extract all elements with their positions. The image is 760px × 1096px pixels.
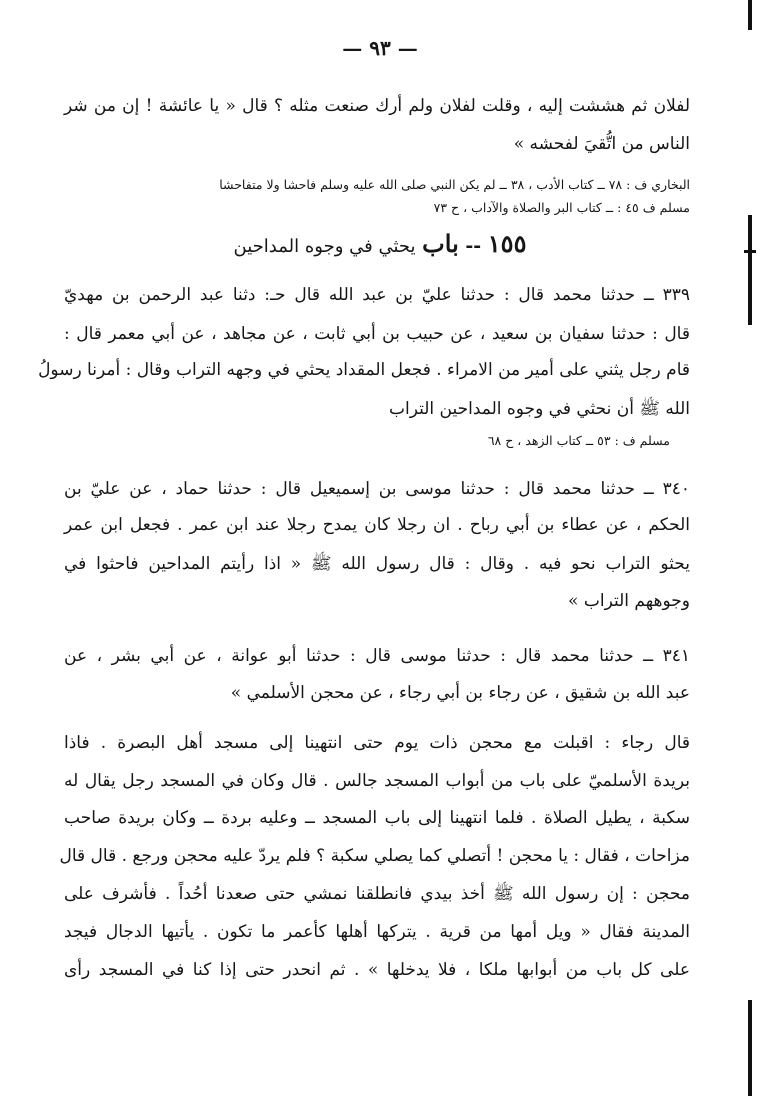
chapter-dash: -- — [465, 235, 482, 257]
text-line: الناس من اتُّقيَ لفحشه » — [513, 134, 690, 154]
body-line: على كل باب من أبوابها ملكا ، فلا يدخلها » . ثم انحدر حتى إذا كنا في المسجد رأى — [64, 960, 690, 980]
page-edge-mark — [748, 0, 752, 30]
hadith-339-line: قام رجل يثني على أمير من الامراء . فجعل المقداد يحثي في وجهه التراب وقال : أمرنا رسولُ — [38, 360, 690, 380]
hadith-341-line: ٣٤١ ــ حدثنا محمد قال : حدثنا موسى قال : حدثنا أبو عوانة ، عن أبي بشر ، عن — [64, 646, 690, 666]
body-line: محجن : إن رسول الله ﷺ أخذ بيدي فانطلقنا نمشي حتى صعدنا أحُداً . فأشرف على — [64, 884, 690, 904]
body-line: بريدة الأسلميّ على باب من أبواب المسجد جالس . قال وكان في المسجد رجل يقال له — [64, 771, 690, 791]
body-line: المدينة فقال « ويل أمها من قرية . يتركها أهلها كأعمر ما تكون . يأتيها الدجال فيجد — [64, 922, 690, 942]
hadith-339-line: قال : حدثنا سفيان بن سعيد ، عن حبيب بن أبي ثابت ، عن مجاهد ، عن أبي معمر قال : — [64, 324, 690, 344]
body-line: مزاحات ، فقال : يا محجن ! أتصلي كما يصلي سكبة ؟ فلم يردّ عليه محجن ورجع . قال قال — [59, 846, 690, 866]
footnote-line: مسلم ف : ٥٣ ــ كتاب الزهد ، ح ٦٨ — [487, 433, 670, 448]
hadith-339-line: ٣٣٩ ــ حدثنا محمد قال : حدثنا عليّ بن عبد الله قال حـ: دثنا عبد الرحمن بن مهديّ — [64, 285, 690, 305]
hadith-340-line: الحكم ، عن عطاء بن أبي رباح . ان رجلا كان يمدح رجلا عند ابن عمر . فجعل ابن عمر — [64, 515, 690, 535]
body-line: قال رجاء : اقبلت مع محجن ذات يوم حتى انتهينا إلى مسجد أهل البصرة . فاذا — [64, 733, 690, 753]
page-number: — ٩٣ — — [342, 36, 418, 60]
hadith-340-line: يحثو التراب نحو فيه . وقال : قال رسول الله ﷺ « اذا رأيتم المداحين فاحثوا في — [64, 554, 690, 574]
footnote-line: مسلم ف ٤٥ : ــ كتاب البر والصلاة والآداب ، ح ٧٣ — [433, 200, 690, 215]
hadith-340-line: ٣٤٠ ــ حدثنا محمد قال : حدثنا موسى بن إسميعيل قال : حدثنا حماد ، عن عليّ بن — [64, 479, 690, 499]
hadith-340-line: وجوههم التراب » — [568, 591, 690, 611]
chapter-heading — [0, 228, 760, 263]
hadith-341-line: عبد الله بن شقيق ، عن رجاء بن أبي رجاء ، عن محجن الأسلمي » — [230, 683, 690, 703]
text-line: لفلان ثم هششت إليه ، وقلت لفلان ولم أرك صنعت مثله ؟ قال « يا عائشة ! إن من شر — [64, 96, 690, 116]
page-edge-mark — [748, 1000, 752, 1096]
chapter-title: يحثي في وجوه المداحين — [233, 236, 416, 257]
body-line: سكبة ، يطيل الصلاة . فلما انتهينا إلى باب المسجد ــ وعليه بردة ــ وكان بريدة صاحب — [64, 808, 690, 828]
footnote-line: البخاري ف : ٧٨ ــ كتاب الأدب ، ٣٨ ــ لم يكن النبي صلى الله عليه وسلم فاحشا ولا متفاحشا — [219, 177, 690, 192]
hadith-339-line: الله ﷺ أن نحثي في وجوه المداحين التراب — [388, 399, 690, 419]
chapter-word: باب — [422, 229, 459, 258]
chapter-number: ١٥٥ — [487, 229, 527, 258]
